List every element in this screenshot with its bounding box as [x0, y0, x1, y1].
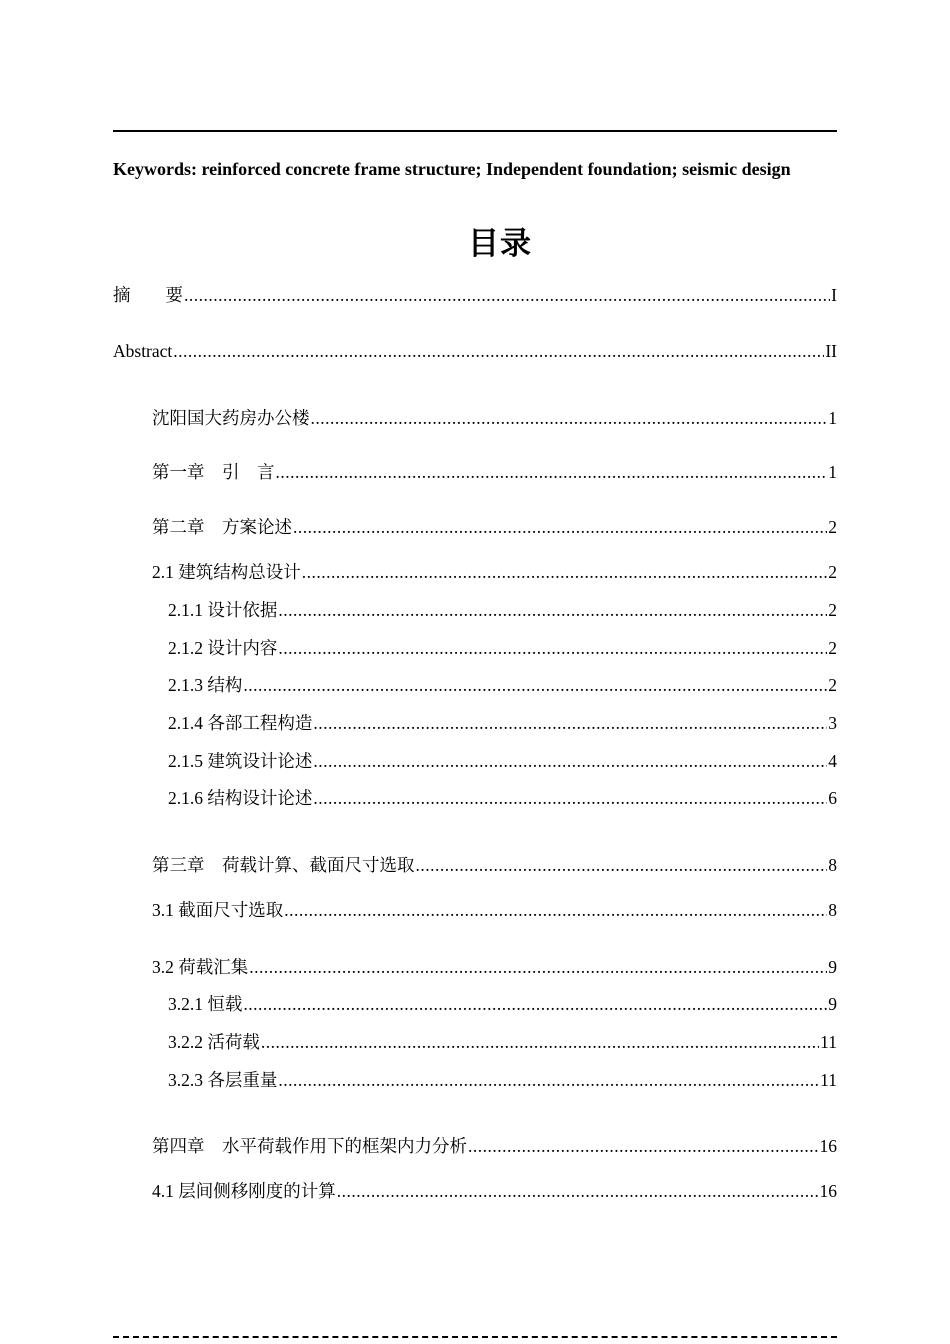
toc-entry-page: II	[825, 341, 837, 361]
toc-entry-label: 2.1.1 设计依据	[168, 600, 278, 620]
toc-entry-section-3-2[interactable]	[152, 956, 837, 978]
toc-entry-page: 2	[828, 517, 837, 537]
toc-entry-section-3-2-1[interactable]	[168, 993, 837, 1015]
toc-leader-dots	[278, 637, 827, 659]
toc-entry-label: 沈阳国大药房办公楼	[152, 408, 310, 428]
toc-entry-label: 3.2 荷载汇集	[152, 957, 249, 977]
toc-title: 目录	[468, 226, 532, 261]
toc-leader-dots	[313, 750, 827, 772]
toc-leader-dots	[173, 340, 824, 362]
toc-entry-page: 2	[828, 562, 837, 582]
toc-leader-dots	[261, 1031, 819, 1053]
toc-leader-dots	[243, 674, 827, 696]
toc-leader-dots	[278, 1069, 819, 1091]
toc-entry-page: 11	[820, 1070, 837, 1090]
toc-entry-section-2-1-1[interactable]	[168, 599, 837, 621]
toc-entry-label: 3.1 截面尺寸选取	[152, 900, 284, 920]
toc-entry-label: 2.1.5 建筑设计论述	[168, 751, 313, 771]
toc-leader-dots	[243, 993, 827, 1015]
toc-entry-section-2-1-3[interactable]	[168, 674, 837, 696]
toc-entry-section-2-1-2[interactable]	[168, 637, 837, 659]
toc-entry-section-2-1-4[interactable]	[168, 712, 837, 734]
toc-entry-page: 6	[828, 788, 837, 808]
toc-entry-label: 2.1.2 设计内容	[168, 638, 278, 658]
toc-entry-page: I	[831, 285, 837, 305]
toc-leader-dots	[468, 1135, 819, 1157]
toc-entry-section-3-2-3[interactable]	[168, 1069, 837, 1091]
toc-entry-section-2-1-5[interactable]	[168, 750, 837, 772]
toc-entry-page: 11	[820, 1032, 837, 1052]
toc-entry-label: 2.1 建筑结构总设计	[152, 562, 301, 582]
toc-entry-page: 16	[819, 1181, 837, 1201]
toc-leader-dots	[313, 787, 827, 809]
toc-entry-label: 2.1.3 结构	[168, 675, 243, 695]
toc-leader-dots	[302, 561, 828, 583]
toc-entry-label: 第二章 方案论述	[152, 517, 292, 537]
toc-entry-page: 2	[828, 600, 837, 620]
toc-entry-page: 4	[828, 751, 837, 771]
keywords-line: Keywords: reinforced concrete frame structure; Independent foundation; seismic design	[113, 159, 791, 179]
page-break-rule	[113, 1336, 837, 1338]
toc-entry-page: 16	[819, 1136, 837, 1156]
toc-leader-dots	[284, 899, 827, 921]
toc-entry-label: Abstract	[113, 341, 173, 361]
toc-entry-page: 1	[828, 408, 837, 428]
toc-leader-dots	[184, 284, 830, 306]
toc-entry-section-2-1-6[interactable]	[168, 787, 837, 809]
toc-leader-dots	[276, 461, 828, 483]
toc-leader-dots	[416, 854, 828, 876]
toc-entry-page: 2	[828, 638, 837, 658]
header-rule	[113, 130, 837, 132]
toc-entry-page: 1	[828, 462, 837, 482]
toc-entry-label: 摘 要	[113, 285, 183, 305]
toc-entry-zhaiyao[interactable]	[113, 284, 837, 306]
toc-entry-page: 8	[828, 855, 837, 875]
toc-entry-label: 3.2.2 活荷载	[168, 1032, 260, 1052]
toc-entry-label: 第四章 水平荷载作用下的框架内力分析	[152, 1136, 467, 1156]
toc-leader-dots	[337, 1180, 819, 1202]
toc-entry-page: 8	[828, 900, 837, 920]
toc-entry-chapter-2[interactable]	[152, 516, 837, 538]
toc-entry-section-3-1[interactable]	[152, 899, 837, 921]
toc-entry-page: 2	[828, 675, 837, 695]
toc-leader-dots	[278, 599, 827, 621]
toc-entry-project-title[interactable]	[152, 407, 837, 429]
toc-entry-chapter-1[interactable]	[152, 461, 837, 483]
toc-entry-section-4-1[interactable]	[152, 1180, 837, 1202]
toc-entry-page: 9	[828, 957, 837, 977]
toc-entry-section-3-2-2[interactable]	[168, 1031, 837, 1053]
toc-entry-label: 3.2.3 各层重量	[168, 1070, 278, 1090]
toc-entry-page: 3	[828, 713, 837, 733]
toc-entry-section-2-1[interactable]	[152, 561, 837, 583]
toc-entry-label: 第一章 引 言	[152, 462, 275, 482]
toc-leader-dots	[311, 407, 828, 429]
toc-entry-page: 9	[828, 994, 837, 1014]
toc-leader-dots	[313, 712, 827, 734]
toc-entry-abstract[interactable]	[113, 340, 837, 362]
toc-entry-label: 2.1.4 各部工程构造	[168, 713, 313, 733]
toc-leader-dots	[293, 516, 827, 538]
toc-entry-label: 3.2.1 恒载	[168, 994, 243, 1014]
toc-entry-chapter-4[interactable]	[152, 1135, 837, 1157]
toc-leader-dots	[249, 956, 827, 978]
toc-entry-chapter-3[interactable]	[152, 854, 837, 876]
toc-entry-label: 第三章 荷载计算、截面尺寸选取	[152, 855, 415, 875]
toc-entry-label: 4.1 层间侧移刚度的计算	[152, 1181, 336, 1201]
toc-entry-label: 2.1.6 结构设计论述	[168, 788, 313, 808]
